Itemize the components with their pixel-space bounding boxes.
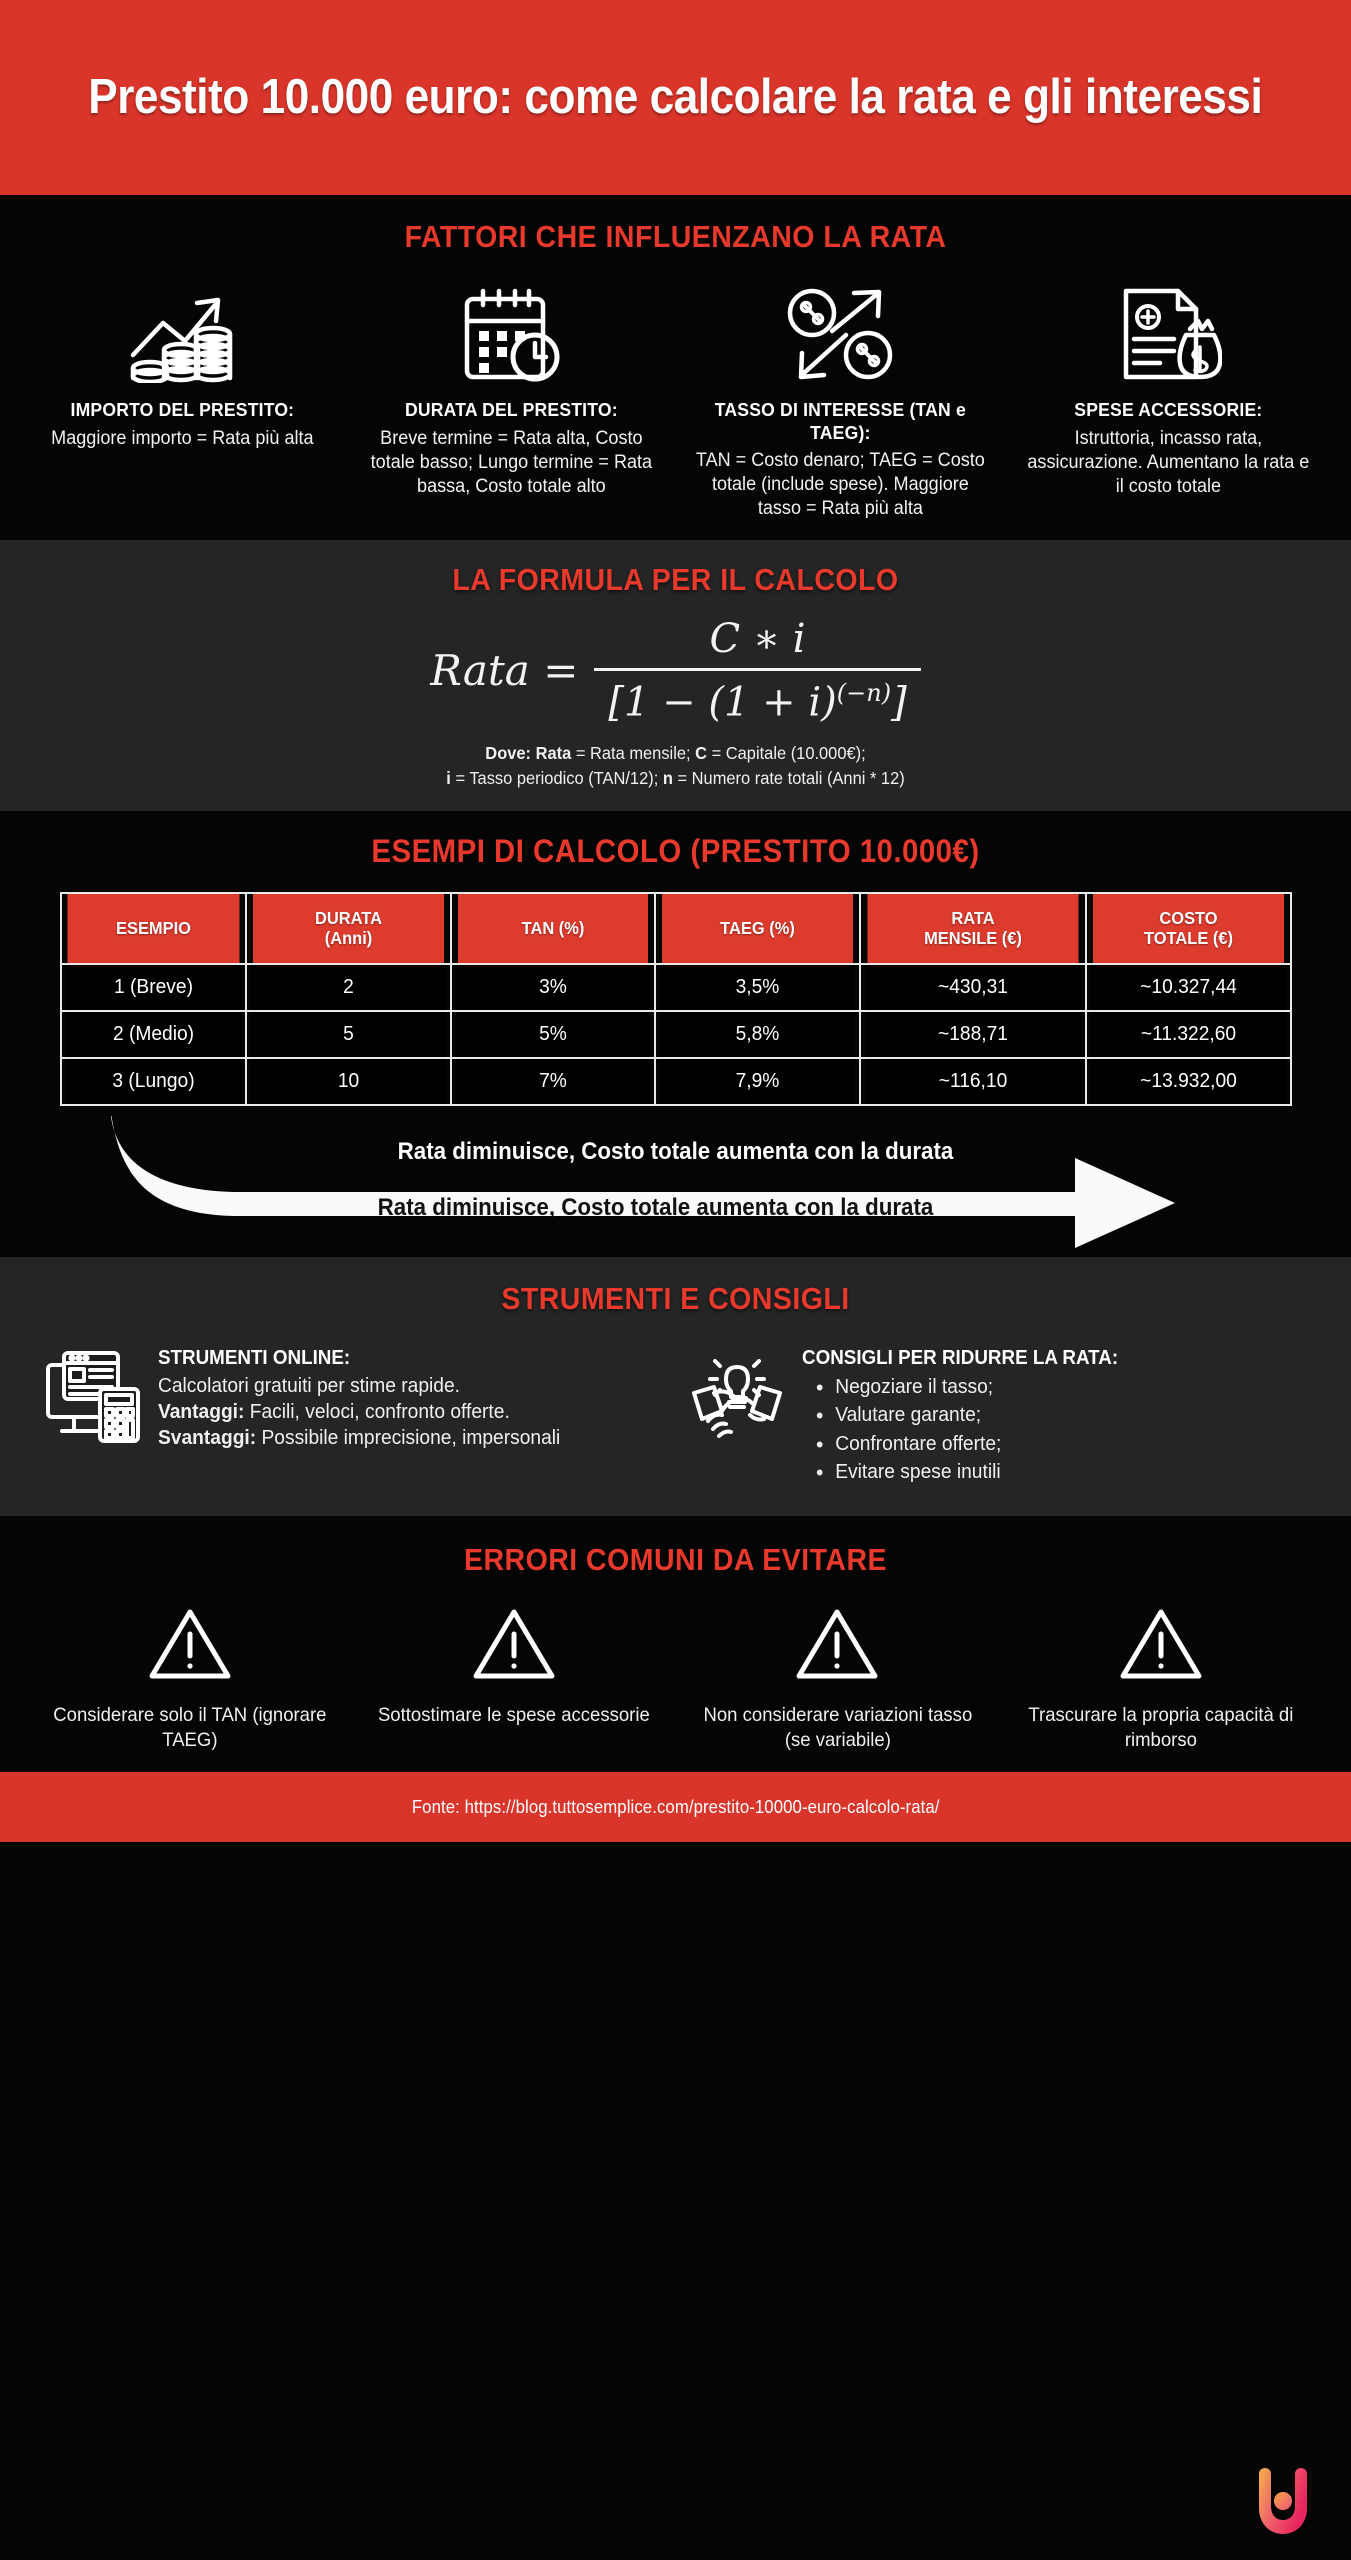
cell-tan: 5% bbox=[455, 1011, 651, 1058]
source-url[interactable]: Fonte: https://blog.tuttosemplice.com/prestito-10000-euro-calcolo-rata/ bbox=[411, 1796, 940, 1817]
factor-desc: Istruttoria, incasso rata, assicurazione. Aumentano la rata e il costo totale bbox=[1027, 427, 1310, 497]
factor-title: TASSO DI INTERESSE (TAN e TAEG): bbox=[714, 399, 966, 443]
handshake-lightbulb-icon bbox=[688, 1347, 786, 1450]
cell-esempio: 3 (Lungo) bbox=[64, 1058, 242, 1105]
denominator-pre: [1 − (1 + i) bbox=[608, 678, 837, 725]
pros-text: Facili, veloci, confronto offerte. bbox=[244, 1400, 510, 1423]
tool-online-pros bbox=[158, 1399, 643, 1425]
table-row bbox=[61, 1011, 1291, 1058]
factors-title: FATTORI CHE INFLUENZANO LA RATA bbox=[404, 219, 947, 254]
cell-tan: 7% bbox=[455, 1058, 651, 1105]
denominator-post: ] bbox=[891, 678, 907, 725]
tool-online-cons bbox=[158, 1425, 643, 1451]
factor-durata bbox=[347, 283, 676, 522]
cell-tan: 3% bbox=[455, 964, 651, 1011]
col-line-1: TAEG (%) bbox=[719, 917, 795, 938]
cell-taeg: 5,8% bbox=[659, 1011, 856, 1058]
cell-costo: ~10.327,44 bbox=[1090, 964, 1287, 1011]
examples-table bbox=[60, 892, 1292, 1106]
errors-section bbox=[0, 1516, 1351, 1772]
warning-triangle-icon bbox=[368, 1606, 660, 1687]
tool-tips-heading: CONSIGLI PER RIDURRE LA RATA: bbox=[801, 1346, 1118, 1369]
coins-growth-chart-icon bbox=[30, 283, 335, 383]
factor-importo bbox=[18, 283, 347, 522]
legend-label-c: C bbox=[695, 742, 708, 763]
warning-triangle-icon bbox=[692, 1606, 984, 1687]
legend-text-a: = Rata mensile; bbox=[571, 742, 696, 763]
header-banner bbox=[0, 0, 1351, 195]
arrow-label-inside: Rata diminuisce, Costo totale aumenta con la durata bbox=[377, 1193, 934, 1221]
document-money-bag-icon bbox=[1016, 283, 1321, 383]
column-header-esempio bbox=[66, 893, 240, 964]
list-item: • Negoziare il tasso; bbox=[816, 1373, 1288, 1401]
formula-fraction bbox=[594, 616, 920, 725]
error-item-4 bbox=[999, 1606, 1323, 1752]
tools-section bbox=[0, 1257, 1351, 1517]
error-text: Sottostimare le spese accessorie bbox=[377, 1704, 650, 1727]
col-line-2: MENSILE (€) bbox=[923, 928, 1022, 949]
brand-u-logo bbox=[1255, 2466, 1313, 2536]
factor-title: DURATA DEL PRESTITO: bbox=[404, 399, 618, 420]
formula-numerator: C ∗ i bbox=[709, 615, 806, 662]
error-text: Considerare solo il TAN (ignorare TAEG) bbox=[53, 1704, 327, 1751]
formula-legend bbox=[41, 741, 1311, 791]
tool-online-calculators bbox=[44, 1347, 664, 1487]
percent-arrows-icon bbox=[688, 283, 993, 383]
cell-costo: ~11.322,60 bbox=[1090, 1011, 1287, 1058]
factors-row bbox=[0, 283, 1351, 522]
list-item: • Confrontare offerte; bbox=[816, 1430, 1288, 1458]
cell-durata: 5 bbox=[250, 1011, 447, 1058]
legend-text-i: = Tasso periodico (TAN/12); bbox=[450, 767, 663, 788]
legend-label-i: i bbox=[446, 767, 451, 788]
examples-section bbox=[0, 811, 1351, 1257]
error-item-1 bbox=[28, 1606, 352, 1752]
warning-triangle-icon bbox=[1015, 1606, 1307, 1687]
list-item: • Valutare garante; bbox=[816, 1401, 1288, 1429]
warning-triangle-icon bbox=[44, 1606, 336, 1687]
errors-row bbox=[0, 1606, 1351, 1752]
error-item-3 bbox=[676, 1606, 1000, 1752]
formula-lhs: Rata = bbox=[430, 645, 579, 695]
cell-taeg: 3,5% bbox=[659, 964, 856, 1011]
formula-section bbox=[0, 540, 1351, 811]
factor-desc: Breve termine = Rata alta, Costo totale basso; Lungo termine = Rata bassa, Costo totale alto bbox=[370, 427, 652, 497]
cell-esempio: 2 (Medio) bbox=[64, 1011, 242, 1058]
factors-section bbox=[0, 195, 1351, 540]
col-line-1: DURATA bbox=[314, 907, 382, 928]
factor-title: IMPORTO DEL PRESTITO: bbox=[70, 399, 295, 420]
tools-title: STRUMENTI E CONSIGLI bbox=[501, 1280, 850, 1316]
error-text: Trascurare la propria capacità di rimborso bbox=[1028, 1704, 1294, 1751]
column-header-costo bbox=[1092, 893, 1285, 964]
col-line-1: COSTO bbox=[1158, 907, 1218, 928]
table-header-row bbox=[61, 893, 1291, 964]
curved-arrow-icon bbox=[0, 1116, 1351, 1251]
factor-spese bbox=[1004, 283, 1333, 522]
tools-row bbox=[0, 1347, 1351, 1487]
cell-rata: ~116,10 bbox=[864, 1058, 1081, 1105]
tool-online-line1: Calcolatori gratuiti per stime rapide. bbox=[158, 1374, 461, 1397]
column-header-taeg bbox=[661, 893, 854, 964]
error-item-2 bbox=[352, 1606, 676, 1752]
factor-title: SPESE ACCESSORIE: bbox=[1074, 399, 1263, 420]
table-row bbox=[61, 964, 1291, 1011]
legend-label-rata: Dove: Rata bbox=[485, 742, 572, 763]
tool-online-text bbox=[158, 1347, 664, 1451]
cell-taeg: 7,9% bbox=[659, 1058, 856, 1105]
tips-list bbox=[802, 1373, 1308, 1487]
formula-title: LA FORMULA PER IL CALCOLO bbox=[452, 561, 899, 597]
factor-desc: Maggiore importo = Rata più alta bbox=[51, 427, 314, 449]
source-bar bbox=[0, 1772, 1351, 1842]
column-header-durata bbox=[252, 893, 445, 964]
tool-tips-text bbox=[802, 1347, 1308, 1487]
tool-online-heading: STRUMENTI ONLINE: bbox=[158, 1346, 351, 1369]
col-line-2: TOTALE (€) bbox=[1143, 928, 1233, 949]
formula-expression bbox=[0, 616, 1351, 725]
denominator-exponent: (−n) bbox=[836, 678, 892, 707]
cell-durata: 10 bbox=[250, 1058, 447, 1105]
table-body bbox=[61, 964, 1291, 1105]
tool-tips bbox=[688, 1347, 1308, 1487]
list-item: • Evitare spese inutili bbox=[816, 1458, 1288, 1486]
cell-esempio: 1 (Breve) bbox=[64, 964, 242, 1011]
formula-denominator bbox=[594, 671, 920, 725]
legend-text-n: = Numero rate totali (Anni * 12) bbox=[672, 767, 905, 788]
error-text: Non considerare variazioni tasso (se variabile) bbox=[702, 1704, 972, 1751]
cell-rata: ~430,31 bbox=[864, 964, 1081, 1011]
cons-label: Svantaggi: bbox=[158, 1426, 257, 1449]
factor-desc: TAN = Costo denaro; TAEG = Costo totale (include spese). Maggiore tasso = Rata più alta bbox=[695, 450, 985, 520]
column-header-tan bbox=[457, 893, 649, 964]
cell-durata: 2 bbox=[250, 964, 447, 1011]
monitor-calculator-icon bbox=[44, 1347, 142, 1450]
factor-tasso bbox=[676, 283, 1005, 522]
formula-legend-line-2 bbox=[41, 766, 1311, 791]
table-row bbox=[61, 1058, 1291, 1105]
examples-title: ESEMPI DI CALCOLO (PRESTITO 10.000€) bbox=[371, 832, 980, 869]
trend-arrow-block bbox=[0, 1116, 1351, 1251]
formula-legend-line-1 bbox=[41, 741, 1311, 766]
col-line-1: RATA bbox=[950, 907, 995, 928]
column-header-rata bbox=[866, 893, 1078, 964]
pros-label: Vantaggi: bbox=[158, 1400, 245, 1423]
col-line-2: (Anni) bbox=[324, 928, 372, 949]
errors-title: ERRORI COMUNI DA EVITARE bbox=[463, 1542, 887, 1578]
cell-costo: ~13.932,00 bbox=[1090, 1058, 1287, 1105]
legend-text-c: = Capitale (10.000€); bbox=[707, 742, 866, 763]
cons-text: Possibile imprecisione, impersonali bbox=[256, 1426, 561, 1449]
cell-rata: ~188,71 bbox=[864, 1011, 1081, 1058]
arrow-label-top: Rata diminuisce, Costo totale aumenta con la durata bbox=[397, 1137, 954, 1165]
page-title: Prestito 10.000 euro: come calcolare la rata e gli interessi bbox=[88, 70, 1263, 125]
legend-label-n: n bbox=[662, 767, 673, 788]
calendar-clock-icon bbox=[359, 283, 664, 383]
col-line-1: TAN (%) bbox=[521, 917, 584, 938]
col-line-1: ESEMPIO bbox=[115, 917, 191, 938]
